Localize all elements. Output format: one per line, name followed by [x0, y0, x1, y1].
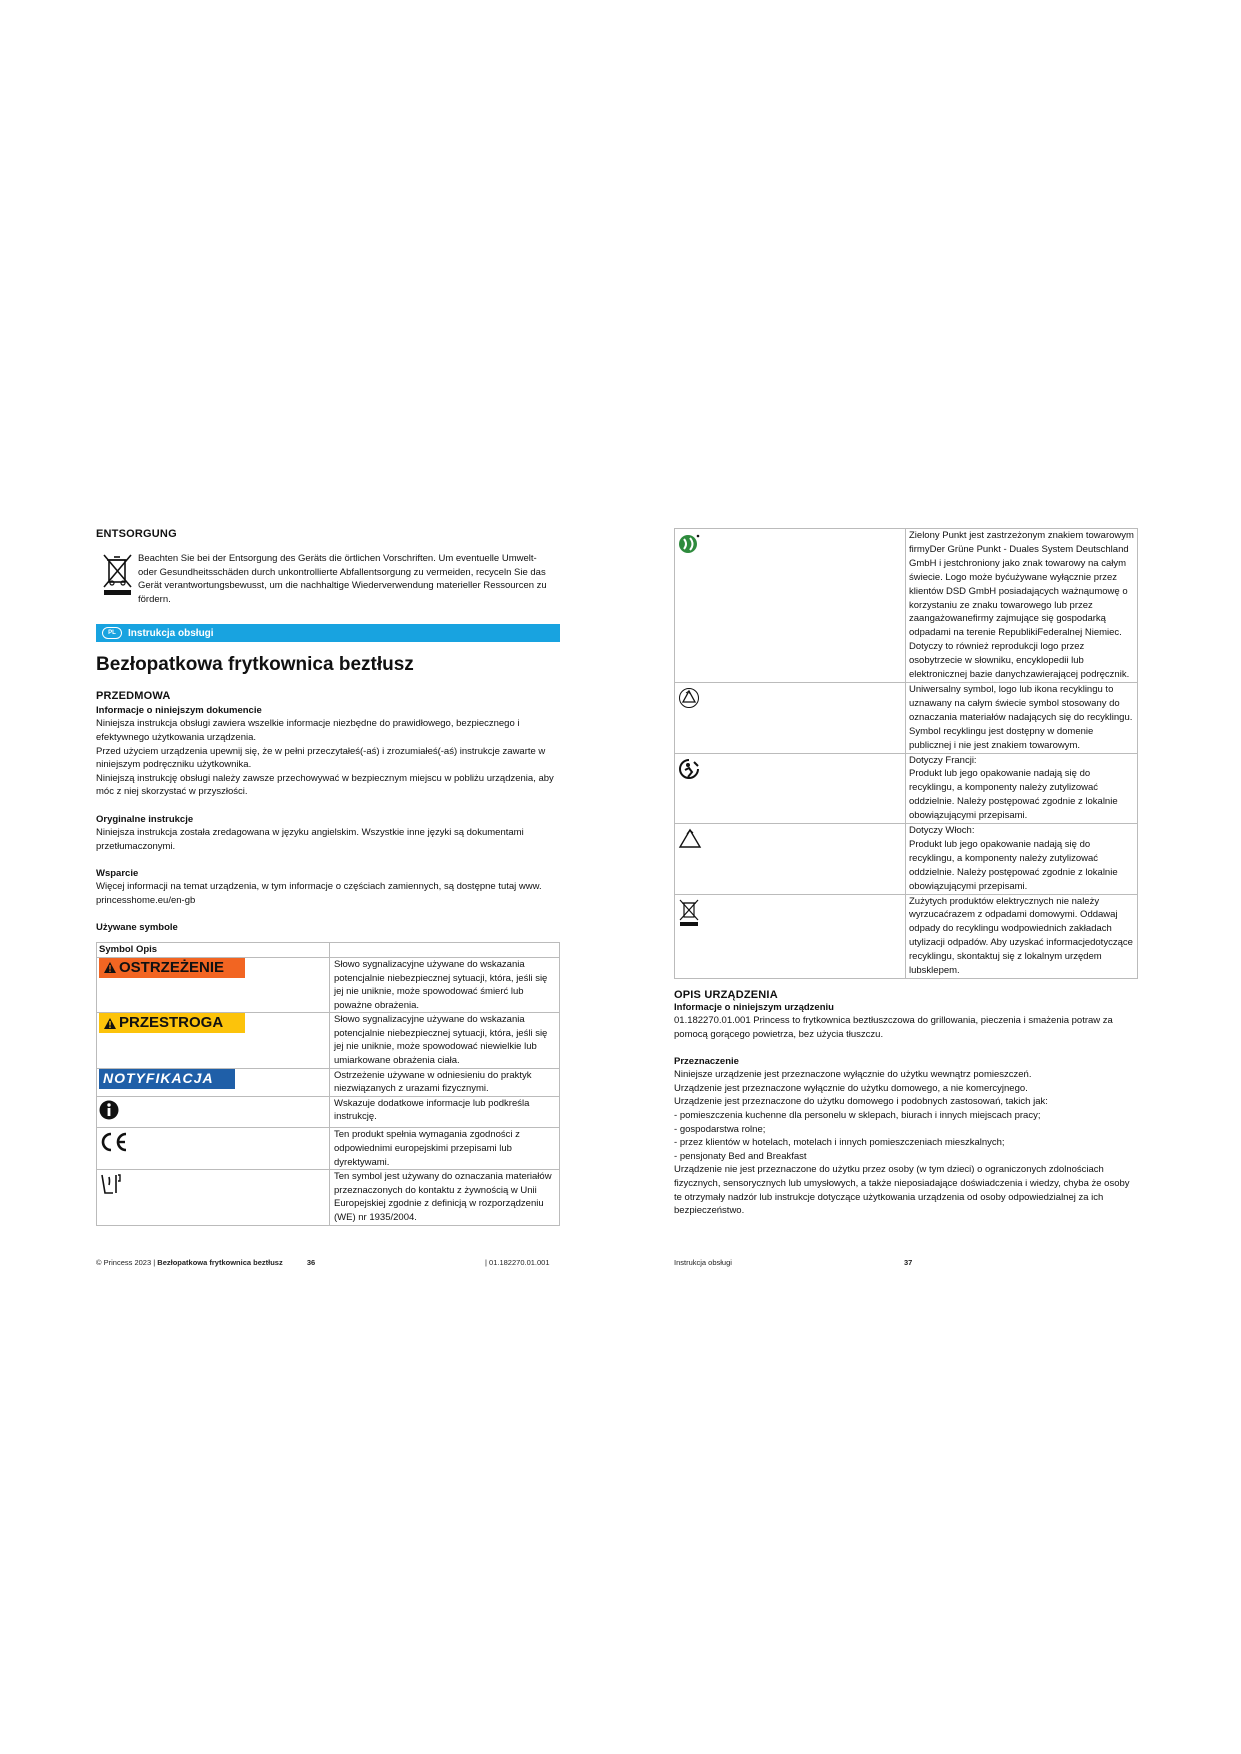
weee-bin-icon — [98, 552, 138, 598]
list-item: - pomieszczenia kuchenne dla personelu w sklepach, biurach i innych miejscach pracy; — [674, 1109, 1138, 1123]
language-bar-label: Instrukcja obsługi — [128, 627, 214, 639]
table-row — [675, 894, 1138, 978]
table-row — [97, 1068, 560, 1096]
symbols-table-continued — [674, 528, 1138, 979]
left-page — [96, 528, 560, 1226]
intended-use-p1: Niniejsze urządzenie jest przeznaczone wyłącznie do użytku wewnątrz pomieszczeń. — [674, 1069, 1032, 1081]
opis-heading: OPIS URZĄDZENIA — [674, 989, 778, 1001]
list-item: - przez klientów w hotelach, motelach i innych pomieszczeniach mieszkalnych; — [674, 1136, 1138, 1150]
caution-signal-badge: PRZESTROGA — [99, 1013, 245, 1033]
entsorgung-heading: ENTSORGUNG — [96, 528, 177, 540]
warning-signal-badge: OSTRZEŻENIE — [99, 958, 245, 978]
weee-bin-icon — [678, 899, 700, 927]
ce-mark-icon — [99, 1131, 129, 1153]
left-footer: © Princess 2023 | Bezłopatkowa frytkownica beztłusz 36 — [96, 1258, 316, 1267]
table-row — [675, 753, 1138, 824]
list-item: - pensjonaty Bed and Breakfast — [674, 1150, 1138, 1164]
symbol-description: Zielony Punkt jest zastrzeżonym znakiem towarowym firmyDer Grüne Punkt - Duales System Deutschland GmbH i jestchroniony jako znak towarowy na całym świecie. Logo może byćużywane wyłącznie przez klientów DSD GmbH posiadających ważnąumowę o korzystaniu ze znaku towarowego lub przez zaangażowanefirmy zajmujące się gospodarką odpadami na terenie RepublikiFederalnej Niemiec. Dotyczy to również reprodukcji logo przez osobytrzecie w słowniku, encyklopedii lub elektronicznej bazie danychzawierającej podręcznik. — [906, 529, 1138, 683]
recycle-triangle-icon — [678, 828, 702, 850]
symbol-description: Zużytych produktów elektrycznych nie należy wyrzucaćrazem z odpadami domowymi. Oddawaj odpady do recyklingu wodpowiednich zakładach utylizacji odpadów. Aby uzyskać informacjedotyczące recyklingu, skontaktuj się z lokalnym urzędem lubsklepem. — [906, 894, 1138, 978]
about-device-text: 01.182270.01.001 Princess to frytkownica beztłuszczowa do grillowania, pieczenia i smażenia potraw za pomocą gorącego powietrza, bez użycia tłuszczu. — [674, 1015, 1113, 1040]
footer-product: Bezłopatkowa frytkownica beztłusz — [157, 1258, 283, 1267]
warning-triangle-icon — [103, 1017, 117, 1030]
symbol-description: Wskazuje dodatkowe informacje lub podkreśla instrukcję. — [330, 1096, 560, 1128]
entsorgung-text: Beachten Sie bei der Entsorgung des Geräts die örtlichen Vorschriften. Um eventuelle Umwelt- oder Gesundheitsschäden durch unkontrollierte Abfallentsorgung zu vermeiden, recyceln Sie das Gerät verantwortungsbewusst, um die nachhaltige Wiederverwendung materieller Ressourcen zu fördern. — [138, 553, 547, 605]
table-header: Symbol Opis — [97, 943, 330, 958]
symbol-description: Uniwersalny symbol, logo lub ikona recyklingu to uznawany na całym świecie symbol stosowany do oznaczania materiałów nadających się do recyklingu. Symbol recyklingu jest dostępny w domenie publicznej i nie jest znakiem towarowym. — [906, 682, 1138, 753]
warning-triangle-icon — [103, 961, 117, 974]
recycling-icon — [678, 687, 700, 709]
triman-icon — [678, 758, 700, 780]
symbol-description: Ten produkt spełnia wymagania zgodności z odpowiednimi europejskimi przepisami lub dyrektywami. — [330, 1128, 560, 1170]
table-row — [675, 682, 1138, 753]
table-row — [97, 1128, 560, 1170]
about-document-subheading: Informacje o niniejszym dokumencie — [96, 705, 262, 717]
original-instructions-subheading: Oryginalne instrukcje — [96, 813, 194, 825]
footer-page-number: 36 — [306, 1258, 316, 1267]
table-row — [97, 1096, 560, 1128]
language-bar — [96, 624, 560, 642]
intended-use-list — [674, 1109, 1138, 1163]
symbols-table — [96, 942, 560, 1225]
symbol-description: Ostrzeżenie używane w odniesieniu do praktyk niezwiązanych z urazami fizycznymi. — [330, 1068, 560, 1096]
list-item: - gospodarstwa rolne; — [674, 1123, 1138, 1137]
right-footer-page-number: 37 — [904, 1258, 913, 1267]
support-text: Więcej informacji na temat urządzenia, w tym informacje o częściach zamiennych, są dostępne tutaj www. princesshome.eu/en-gb — [96, 881, 542, 906]
przedmowa-heading: PRZEDMOWA — [96, 690, 171, 703]
original-instructions-text: Niniejsza instrukcja została zredagowana w języku angielskim. Wszystkie inne języki są dokumentami przetłumaczonymi. — [96, 826, 524, 852]
about-document-p2: Przed użyciem urządzenia upewnij się, że w pełni przeczytałeś(-aś) i zrozumiałeś(-aś) instrukcje zawarte w niniejszym podręczniku użytkownika. — [96, 745, 546, 771]
left-footer-code: | 01.182270.01.001 — [485, 1258, 550, 1267]
table-header-row — [97, 943, 560, 958]
table-row — [97, 957, 560, 1012]
symbol-description: Dotyczy Francji: Produkt lub jego opakowanie nadają się do recyklingu, a komponenty należy zutylizować oddzielnie. Należy postępować zgodnie z lokalnie obowiązującymi przepisami. — [906, 753, 1138, 824]
symbol-description: Ten symbol jest używany do oznaczania materiałów przeznaczonych do kontaktu z żywnością w Unii Europejskiej zgodnie z definicją w rozporządzeniu (WE) nr 1935/2004. — [330, 1170, 560, 1225]
table-row — [97, 1013, 560, 1068]
intended-use-p3: Urządzenie jest przeznaczone do użytku domowego i podobnych zastosowań, takich jak: — [674, 1096, 1048, 1108]
green-dot-icon — [678, 533, 700, 555]
about-document-p3: Niniejszą instrukcję obsługi należy zawsze przechowywać w bezpiecznym miejscu w pobliżu urządzenia, aby móc z niej skorzystać w przyszłości. — [96, 772, 554, 798]
intended-use-subheading: Przeznaczenie — [674, 1056, 739, 1068]
symbol-description: Dotyczy Włoch: Produkt lub jego opakowanie nadają się do recyklingu, a komponenty należy zutylizować oddzielnie. Należy postępować zgodnie z lokalnie obowiązującymi przepisami. — [906, 824, 1138, 895]
notice-signal-badge: NOTYFIKACJA — [99, 1069, 235, 1089]
intended-use-p4: Urządzenie nie jest przeznaczone do użytku przez osoby (w tym dzieci) o ograniczonych zdolnościach fizycznych, sensorycznych lub umysłowych, a także nieposiadające doświadczenia i wiedzy, chyba że osoby te otrzymały nadzór lub instrukcje dotyczące użytkowania urządzenia od osoby odpowiedzialnej za ich bezpieczeństwo. — [674, 1164, 1130, 1217]
used-symbols-subheading: Używane symbole — [96, 922, 178, 934]
about-device-subheading: Informacje o niniejszym urządzeniu — [674, 1002, 834, 1013]
right-page — [674, 528, 1138, 1218]
food-contact-icon — [99, 1173, 123, 1195]
right-footer-label: Instrukcja obsługi — [674, 1258, 732, 1267]
table-row — [675, 529, 1138, 683]
document-title: Bezłopatkowa frytkownica beztłusz — [96, 654, 414, 676]
intended-use-p2: Urządzenie jest przeznaczone wyłącznie do użytku domowego, a nie komercyjnego. — [674, 1082, 1028, 1094]
info-icon — [99, 1100, 119, 1120]
entsorgung-block — [96, 552, 560, 606]
footer-copyright: © Princess 2023 — [96, 1258, 152, 1267]
support-subheading: Wsparcie — [96, 868, 139, 880]
table-row — [675, 824, 1138, 895]
symbol-description: Słowo sygnalizacyjne używane do wskazania potencjalnie niebezpiecznej sytuacji, która, jeśli się jej nie uniknie, może spowodować niewielkie lub umiarkowane obrażenia ciała. — [330, 1013, 560, 1068]
about-document-p1: Niniejsza instrukcja obsługi zawiera wszelkie informacje niezbędne do prawidłowego, bezpiecznego i efektywnego użytkowania urządzenia. — [96, 718, 520, 743]
table-row — [97, 1170, 560, 1225]
symbol-description: Słowo sygnalizacyjne używane do wskazania potencjalnie niebezpiecznej sytuacji, która, jeśli się jej nie uniknie, może spowodować śmierć lub poważne obrażenia. — [330, 957, 560, 1012]
language-badge: PL — [102, 627, 122, 639]
